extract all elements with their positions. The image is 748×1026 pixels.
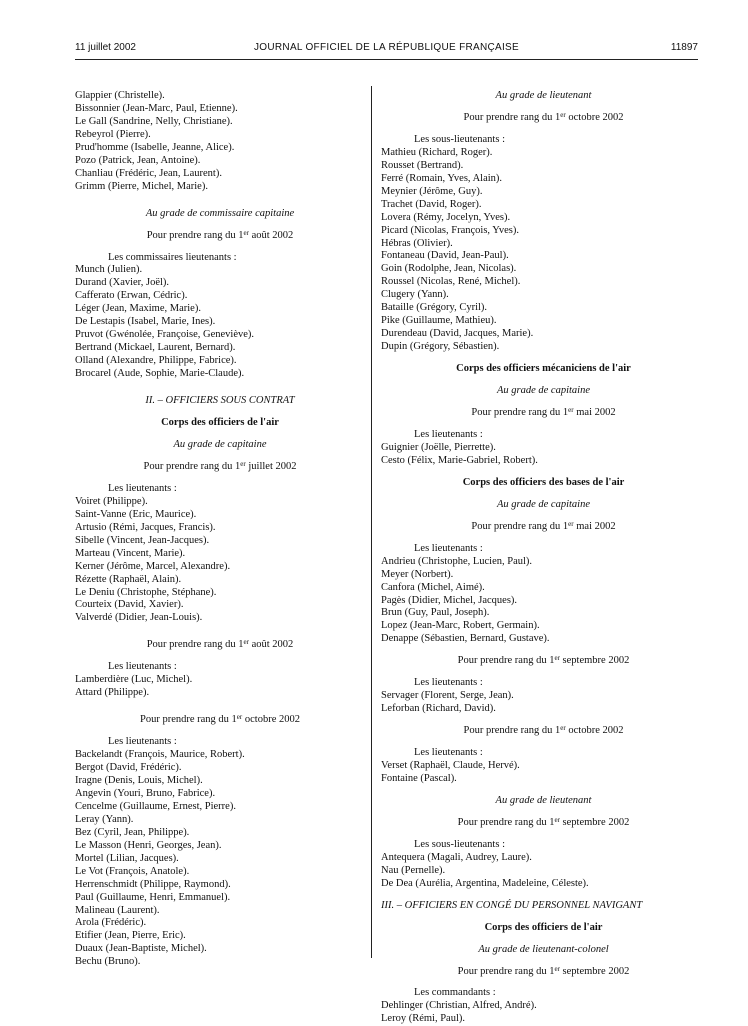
corps-heading: Corps des officiers de l'air bbox=[161, 417, 279, 429]
column-divider bbox=[371, 86, 372, 958]
list-item: Grimm (Pierre, Michel, Marie). bbox=[75, 180, 208, 192]
list-item: Munch (Julien). bbox=[75, 264, 143, 276]
corps-heading: Corps des officiers mécaniciens de l'air bbox=[456, 363, 631, 375]
list-item: Roussel (Nicolas, René, Michel). bbox=[381, 276, 521, 288]
list-item: Verset (Raphaël, Claude, Hervé). bbox=[381, 760, 520, 772]
list-item: Attard (Philippe). bbox=[75, 687, 150, 699]
list-item: Backelandt (François, Maurice, Robert). bbox=[75, 749, 245, 761]
list-item: Trachet (David, Roger). bbox=[381, 198, 482, 210]
list-item: Rousset (Bertrand). bbox=[381, 159, 464, 171]
list-item: De Dea (Aurélia, Argentina, Madeleine, Céleste). bbox=[381, 877, 589, 889]
corps-heading: Corps des officiers des bases de l'air bbox=[462, 476, 625, 488]
list-item: Pozo (Patrick, Jean, Antoine). bbox=[75, 154, 201, 166]
list-item: Le Gall (Sandrine, Nelly, Christiane). bbox=[75, 115, 233, 127]
list-item: De Lestapis (Isabel, Marie, Ines). bbox=[75, 316, 216, 328]
list-intro: Les lieutenants : bbox=[414, 677, 483, 689]
list-item: Olland (Alexandre, Philippe, Fabrice). bbox=[75, 355, 237, 367]
name-list bbox=[75, 90, 365, 194]
name-list bbox=[75, 264, 365, 381]
list-item: Malineau (Laurent). bbox=[75, 904, 160, 916]
rank-date-line: Pour prendre rang du 1er octobre 2002 bbox=[463, 110, 624, 123]
grade-heading: Au grade de capitaine bbox=[496, 498, 591, 510]
list-item: Kerner (Jérôme, Marcel, Alexandre). bbox=[75, 560, 231, 572]
list-item: Pike (Guillaume, Mathieu). bbox=[381, 315, 497, 327]
list-intro: Les commandants : bbox=[414, 987, 496, 999]
grade-heading: Au grade de lieutenant bbox=[495, 794, 592, 806]
list-item: Lovera (Rémy, Jocelyn, Yves). bbox=[381, 211, 511, 223]
grade-heading: Au grade de lieutenant-colonel bbox=[478, 943, 609, 955]
list-item: Prud'homme (Isabelle, Jeanne, Alice). bbox=[75, 141, 235, 153]
name-list bbox=[381, 147, 706, 354]
rank-date-line: Pour prendre rang du 1er juillet 2002 bbox=[143, 459, 297, 472]
list-item: Canfora (Michel, Aimé). bbox=[381, 581, 485, 593]
list-item: Leray (Yann). bbox=[75, 813, 134, 825]
list-item: Arola (Frédéric). bbox=[75, 917, 147, 929]
list-intro: Les lieutenants : bbox=[414, 542, 483, 554]
list-item: Pagès (Didier, Michel, Jacques). bbox=[381, 594, 518, 606]
list-item: Paul (Guillaume, Henri, Emmanuel). bbox=[75, 891, 231, 903]
name-list bbox=[381, 442, 706, 468]
list-item: Bechu (Bruno). bbox=[75, 956, 141, 968]
grade-heading: Au grade de commissaire capitaine bbox=[145, 207, 295, 219]
header-date: 11 juillet 2002 bbox=[75, 42, 136, 53]
list-item: Rebeyrol (Pierre). bbox=[75, 128, 151, 140]
list-item: Meyer (Norbert). bbox=[381, 568, 454, 580]
list-item: Durendeau (David, Jacques, Marie). bbox=[381, 328, 534, 340]
page-header bbox=[75, 42, 698, 58]
list-intro: Les sous-lieutenants : bbox=[414, 838, 505, 850]
list-item: Bertrand (Mickael, Laurent, Bernard). bbox=[75, 342, 236, 354]
left-column bbox=[75, 90, 365, 969]
rank-date-line: Pour prendre rang du 1er septembre 2002 bbox=[457, 964, 630, 977]
list-item: Brocarel (Aude, Sophie, Marie-Claude). bbox=[75, 368, 245, 380]
list-item: Courteix (David, Xavier). bbox=[75, 599, 184, 611]
list-item: Leroy (Rémi, Paul). bbox=[381, 1013, 465, 1025]
list-item: Dupin (Grégory, Sébastien). bbox=[381, 341, 500, 353]
name-list bbox=[381, 1000, 706, 1026]
list-item: Pruvot (Gwénolée, Françoise, Geneviève). bbox=[75, 329, 255, 341]
section-heading: III. – OFFICIERS EN CONGÉ DU PERSONNEL NAVIGANT bbox=[381, 899, 643, 911]
list-item: Cafferato (Erwan, Cédric). bbox=[75, 290, 188, 302]
list-item: Dehlinger (Christian, Alfred, André). bbox=[381, 1000, 537, 1012]
list-item: Marteau (Vincent, Marie). bbox=[75, 547, 186, 559]
list-intro: Les commissaires lieutenants : bbox=[108, 251, 237, 263]
list-item: Iragne (Denis, Louis, Michel). bbox=[75, 774, 203, 786]
list-item: Bataille (Grégory, Cyril). bbox=[381, 302, 488, 314]
rank-date-line: Pour prendre rang du 1er août 2002 bbox=[146, 228, 294, 241]
list-item: Saint-Vanne (Eric, Maurice). bbox=[75, 508, 197, 520]
list-item: Lamberdière (Luc, Michel). bbox=[75, 674, 193, 686]
list-intro: Les sous-lieutenants : bbox=[414, 133, 505, 145]
name-list bbox=[381, 852, 706, 891]
name-list bbox=[381, 760, 706, 786]
page-number: 11897 bbox=[670, 42, 698, 53]
rank-date-line: Pour prendre rang du 1er mai 2002 bbox=[471, 519, 616, 532]
list-item: Le Masson (Henri, Georges, Jean). bbox=[75, 839, 222, 851]
name-list bbox=[75, 749, 365, 969]
list-intro: Les lieutenants : bbox=[108, 736, 177, 748]
rank-date-line: Pour prendre rang du 1er août 2002 bbox=[146, 638, 294, 651]
list-item: Voiret (Philippe). bbox=[75, 495, 148, 507]
name-list bbox=[75, 496, 365, 626]
list-item: Le Deniu (Christophe, Stéphane). bbox=[75, 586, 217, 598]
list-item: Guignier (Joëlle, Pierrette). bbox=[381, 441, 496, 453]
list-item: Glappier (Christelle). bbox=[75, 90, 165, 101]
grade-heading: Au grade de lieutenant bbox=[495, 90, 592, 101]
list-item: Ferré (Romain, Yves, Alain). bbox=[381, 172, 503, 184]
list-item: Etifier (Jean, Pierre, Eric). bbox=[75, 930, 186, 942]
list-item: Artusio (Rémi, Jacques, Francis). bbox=[75, 521, 216, 533]
list-intro: Les lieutenants : bbox=[414, 747, 483, 759]
grade-heading: Au grade de capitaine bbox=[496, 385, 591, 397]
list-item: Picard (Nicolas, François, Yves). bbox=[381, 224, 519, 236]
name-list bbox=[75, 674, 365, 700]
list-item: Goin (Rodolphe, Jean, Nicolas). bbox=[381, 263, 517, 275]
list-item: Hébras (Olivier). bbox=[381, 237, 453, 249]
list-item: Andrieu (Christophe, Lucien, Paul). bbox=[381, 555, 533, 567]
list-item: Servager (Florent, Serge, Jean). bbox=[381, 690, 514, 702]
list-item: Cencelme (Guillaume, Ernest, Pierre). bbox=[75, 800, 236, 812]
list-item: Meynier (Jérôme, Guy). bbox=[381, 185, 483, 197]
list-intro: Les lieutenants : bbox=[108, 661, 177, 673]
list-item: Denappe (Sébastien, Bernard, Gustave). bbox=[381, 633, 550, 645]
name-list bbox=[381, 556, 706, 647]
list-item: Lopez (Jean-Marc, Robert, Germain). bbox=[381, 620, 540, 632]
rank-date-line: Pour prendre rang du 1er octobre 2002 bbox=[139, 713, 300, 726]
right-column bbox=[381, 90, 706, 1026]
list-item: Cesto (Félix, Marie-Gabriel, Robert). bbox=[381, 454, 538, 466]
grade-heading: Au grade de capitaine bbox=[173, 438, 267, 450]
list-item: Fontaneau (David, Jean-Paul). bbox=[381, 250, 509, 262]
list-item: Leforban (Richard, David). bbox=[381, 703, 496, 715]
list-item: Valverdé (Didier, Jean-Louis). bbox=[75, 612, 203, 624]
journal-title: JOURNAL OFFICIEL DE LA RÉPUBLIQUE FRANÇAISE bbox=[254, 42, 519, 53]
list-item: Fontaine (Pascal). bbox=[381, 772, 457, 784]
rank-date-line: Pour prendre rang du 1er septembre 2002 bbox=[457, 654, 630, 667]
rank-date-line: Pour prendre rang du 1er octobre 2002 bbox=[463, 724, 624, 737]
list-item: Chanliau (Frédéric, Jean, Laurent). bbox=[75, 167, 222, 179]
list-item: Duaux (Jean-Baptiste, Michel). bbox=[75, 943, 207, 955]
list-item: Mortel (Lilian, Jacques). bbox=[75, 852, 179, 864]
list-item: Bez (Cyril, Jean, Philippe). bbox=[75, 826, 190, 838]
rank-date-line: Pour prendre rang du 1er mai 2002 bbox=[471, 406, 616, 419]
list-item: Clugery (Yann). bbox=[381, 289, 449, 301]
list-item: Rézette (Raphaël, Alain). bbox=[75, 573, 182, 585]
list-item: Nau (Pernelle). bbox=[381, 864, 446, 876]
list-intro: Les lieutenants : bbox=[414, 428, 483, 440]
list-item: Le Vot (François, Anatole). bbox=[75, 865, 190, 877]
list-item: Bissonnier (Jean-Marc, Paul, Etienne). bbox=[75, 102, 238, 114]
list-intro: Les lieutenants : bbox=[108, 482, 177, 494]
rank-date-line: Pour prendre rang du 1er septembre 2002 bbox=[457, 815, 630, 828]
list-item: Antequera (Magali, Audrey, Laure). bbox=[381, 851, 532, 863]
list-item: Léger (Jean, Maxime, Marie). bbox=[75, 303, 201, 315]
list-item: Durand (Xavier, Joël). bbox=[75, 277, 170, 289]
list-item: Sibelle (Vincent, Jean-Jacques). bbox=[75, 534, 210, 546]
name-list bbox=[381, 690, 706, 716]
list-item: Herrenschmidt (Philippe, Raymond). bbox=[75, 878, 231, 890]
list-item: Brun (Guy, Paul, Joseph). bbox=[381, 607, 490, 619]
list-item: Mathieu (Richard, Roger). bbox=[381, 146, 493, 158]
header-rule bbox=[75, 59, 698, 60]
section-heading: II. – OFFICIERS SOUS CONTRAT bbox=[145, 395, 295, 407]
list-item: Bergot (David, Frédéric). bbox=[75, 762, 182, 774]
corps-heading: Corps des officiers de l'air bbox=[484, 921, 603, 933]
list-item: Angevin (Youri, Bruno, Fabrice). bbox=[75, 787, 216, 799]
